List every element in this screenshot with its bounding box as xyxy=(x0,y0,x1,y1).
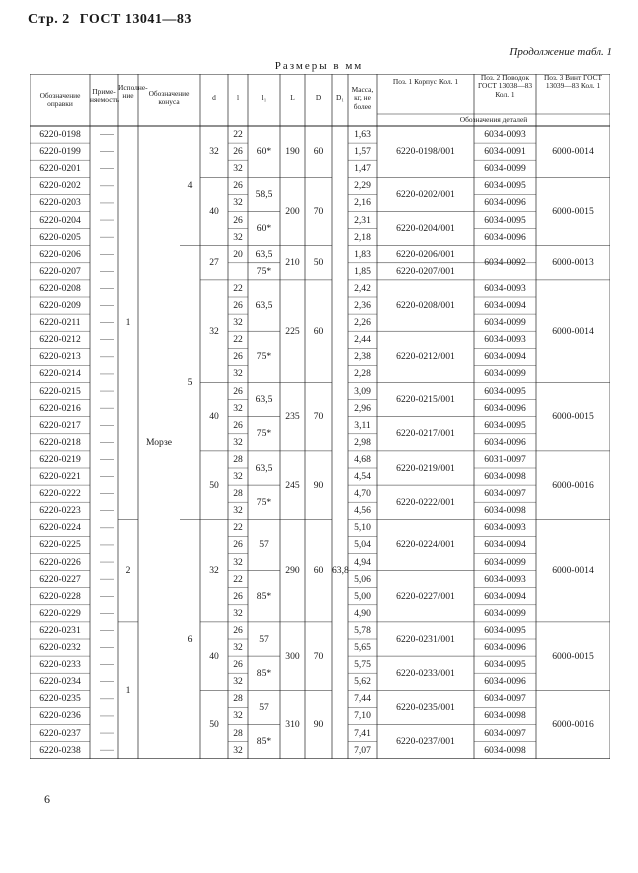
L-cell: 310 xyxy=(285,719,300,730)
pos2-cell: 6034-0095 xyxy=(484,214,526,226)
header-application: Приме-няемость xyxy=(90,87,120,105)
l-cell: 26 xyxy=(233,419,243,431)
cone-number-cell: 4 xyxy=(187,180,193,192)
header-D: D xyxy=(315,93,322,102)
pos1-cell: 6220-0204/001 xyxy=(396,223,455,235)
D-cell: 70 xyxy=(313,411,324,423)
designation-cell: 6220-0203 xyxy=(39,197,81,209)
designation-cell: 6220-0229 xyxy=(39,607,81,619)
pos3-cell: 6000-0014 xyxy=(552,146,594,158)
pos2-cell: 6034-0096 xyxy=(484,436,526,448)
designation-cell: 6220-0201 xyxy=(39,163,81,175)
pos2-cell: 6034-0098 xyxy=(484,505,526,517)
l-cell: 32 xyxy=(233,642,243,654)
mass-cell: 5,00 xyxy=(354,590,371,602)
pos2-cell: 6034-0098 xyxy=(484,710,526,722)
l1-cell: 57 xyxy=(259,701,269,713)
pos2-cell: 6034-0096 xyxy=(484,231,526,243)
designation-cell: 6220-0208 xyxy=(39,282,81,294)
pos2-cell: 6034-0094 xyxy=(484,300,526,312)
mass-cell: 7,41 xyxy=(354,727,371,739)
mass-cell: 2,36 xyxy=(354,300,371,312)
header-D1: D₁ xyxy=(336,93,344,102)
designation-cell: 6220-0231 xyxy=(39,624,81,636)
l1-cell: 75* xyxy=(256,428,272,440)
mass-cell: 2,96 xyxy=(354,402,371,414)
mass-cell: 5,65 xyxy=(354,642,371,654)
D-cell: 60 xyxy=(313,146,324,158)
header-execution: Исполне-ние xyxy=(118,83,148,101)
mass-cell: 1,57 xyxy=(354,146,371,158)
l-cell: 26 xyxy=(233,385,243,397)
continuation-label: Продолжение табл. 1 xyxy=(509,46,612,58)
pos3-cell: 6000-0015 xyxy=(552,411,594,423)
l-cell: 26 xyxy=(233,351,243,363)
designation-cell: 6220-0216 xyxy=(39,402,81,414)
header-pos3: Поз. 3 Винт ГОСТ 13039—83 Кол. 1 xyxy=(543,73,603,91)
d-cell: 32 xyxy=(209,146,219,158)
pos3-cell: 6000-0015 xyxy=(552,206,594,217)
mass-cell: 4,68 xyxy=(354,453,371,465)
l-cell: 26 xyxy=(233,214,243,226)
header-designation: Обозначение оправки xyxy=(39,91,81,109)
pos2-cell: 6034-0096 xyxy=(484,402,526,414)
pos2-cell: 6034-0093 xyxy=(484,573,526,585)
mass-cell: 5,06 xyxy=(354,573,371,585)
pos3-cell: 6000-0016 xyxy=(552,719,594,730)
designation-cell: 6220-0238 xyxy=(39,744,81,756)
pos3-cell: 6000-0016 xyxy=(552,479,594,491)
l1-cell: 60* xyxy=(256,223,272,235)
mass-cell: 2,29 xyxy=(354,180,371,192)
l-cell: 32 xyxy=(233,197,243,209)
mass-cell: 2,26 xyxy=(354,317,371,329)
L-cell: 300 xyxy=(285,650,300,662)
l-cell: 32 xyxy=(233,710,243,722)
designation-cell: 6220-0199 xyxy=(39,146,81,158)
D-cell: 90 xyxy=(313,719,324,730)
mass-cell: 2,31 xyxy=(354,214,371,226)
pos1-cell: 6220-0219/001 xyxy=(396,462,455,474)
designation-cell: 6220-0214 xyxy=(39,368,81,380)
header-pos2: Поз. 2 Поводок ГОСТ 13038—83 Кол. 1 xyxy=(477,73,533,99)
d-cell: 50 xyxy=(209,719,219,730)
d-cell: 40 xyxy=(209,650,219,662)
mass-cell: 7,07 xyxy=(354,744,371,756)
designation-cell: 6220-0205 xyxy=(39,231,81,243)
mass-cell: 4,54 xyxy=(354,471,371,483)
header-mass: Масса, кг, не более xyxy=(351,85,374,111)
l-cell: 26 xyxy=(233,624,243,636)
l-cell: 26 xyxy=(233,659,243,671)
pos3-cell: 6000-0013 xyxy=(552,257,594,269)
l-cell: 22 xyxy=(233,522,243,534)
l1-cell: 63,5 xyxy=(255,462,273,474)
l-cell: 32 xyxy=(233,556,243,568)
mass-cell: 5,78 xyxy=(354,624,371,636)
header-l1: l₁ xyxy=(261,93,267,102)
execution-cell: 1 xyxy=(125,317,131,329)
l-cell: 22 xyxy=(233,129,243,141)
designation-cell: 6220-0218 xyxy=(39,436,81,448)
D-cell: 70 xyxy=(313,206,324,217)
mass-cell: 5,75 xyxy=(354,659,371,671)
pos2-cell: 6034-0098 xyxy=(484,744,526,756)
pos2-cell: 6034-0098 xyxy=(484,471,526,483)
pos2-cell: 6034-0097 xyxy=(484,727,526,739)
L-cell: 200 xyxy=(285,206,300,217)
designation-cell: 6220-0215 xyxy=(39,385,81,397)
L-cell: 235 xyxy=(285,411,300,423)
designation-cell: 6220-0233 xyxy=(39,659,81,671)
l-cell: 26 xyxy=(233,180,243,192)
pos1-cell: 6220-0233/001 xyxy=(396,667,455,679)
l1-cell: 85* xyxy=(256,667,272,679)
pos2-cell: 6034-0091 xyxy=(484,146,526,158)
pos3-cell: 6000-0014 xyxy=(552,565,594,577)
dimensions-table xyxy=(30,74,610,774)
pos3-cell: 6000-0015 xyxy=(552,650,594,662)
mass-cell: 5,10 xyxy=(354,522,371,534)
pos1-cell: 6220-0237/001 xyxy=(396,736,455,748)
pos1-cell: 6220-0208/001 xyxy=(396,300,455,312)
l-cell: 20 xyxy=(233,248,243,260)
designation-cell: 6220-0226 xyxy=(39,556,81,568)
l-cell: 32 xyxy=(233,231,243,243)
mass-cell: 1,63 xyxy=(354,129,371,141)
l-cell: 22 xyxy=(233,282,243,294)
D1-cell: 63,8 xyxy=(332,565,349,577)
mass-cell: 5,62 xyxy=(354,676,371,688)
D-cell: 70 xyxy=(313,650,324,662)
l-cell: 22 xyxy=(233,573,243,585)
mass-cell: 3,11 xyxy=(354,419,371,431)
pos1-cell: 6220-0217/001 xyxy=(396,428,455,440)
l1-cell: 63,5 xyxy=(255,300,273,312)
pos2-cell: 6034-0092 xyxy=(484,257,526,269)
header-d: d xyxy=(212,93,216,102)
D-cell: 60 xyxy=(313,565,324,577)
designation-cell: 6220-0202 xyxy=(39,180,81,192)
header-l: l xyxy=(236,93,240,102)
designation-cell: 6220-0219 xyxy=(39,453,81,465)
mass-cell: 2,16 xyxy=(354,197,371,209)
l-cell: 32 xyxy=(233,317,243,329)
designation-cell: 6220-0225 xyxy=(39,539,81,551)
pos2-cell: 6034-0099 xyxy=(484,317,526,329)
l-cell: 32 xyxy=(233,505,243,517)
pos1-cell: 6220-0207/001 xyxy=(396,265,455,277)
pos1-cell: 6220-0212/001 xyxy=(396,351,455,363)
cone-number-cell: 6 xyxy=(187,633,193,645)
pos2-cell: 6034-0095 xyxy=(484,419,526,431)
l1-cell: 63,5 xyxy=(255,248,273,260)
header-pos1: Поз. 1 Корпус Кол. 1 xyxy=(392,77,459,86)
l-cell: 32 xyxy=(233,402,243,414)
pos2-cell: 6034-0095 xyxy=(484,385,526,397)
pos2-cell: 6034-0097 xyxy=(484,488,526,500)
pos2-cell: 6031-0097 xyxy=(484,453,526,465)
designation-cell: 6220-0237 xyxy=(39,727,81,739)
pos2-cell: 6034-0094 xyxy=(484,590,526,602)
pos2-cell: 6034-0096 xyxy=(484,676,526,688)
pos2-cell: 6034-0097 xyxy=(484,693,526,705)
pos1-cell: 6220-0206/001 xyxy=(396,248,455,260)
l-cell: 28 xyxy=(233,727,243,739)
pos1-cell: 6220-0235/001 xyxy=(396,701,455,713)
l-cell: 32 xyxy=(233,436,243,448)
dimensions-caption: Размеры в мм xyxy=(274,60,364,72)
page-header xyxy=(28,12,198,28)
l-cell: 28 xyxy=(233,488,243,500)
l-cell: 32 xyxy=(233,471,243,483)
mass-cell: 2,18 xyxy=(354,231,371,243)
pos2-cell: 6034-0094 xyxy=(484,351,526,363)
L-cell: 210 xyxy=(285,257,300,269)
d-cell: 40 xyxy=(209,206,219,217)
l-cell: 26 xyxy=(233,300,243,312)
pos2-cell: 6034-0099 xyxy=(484,556,526,568)
pos1-cell: 6220-0224/001 xyxy=(396,539,455,551)
d-cell: 32 xyxy=(209,565,219,577)
standard-label: ГОСТ 13041—83 xyxy=(79,12,192,27)
l1-cell: 75* xyxy=(256,265,272,277)
designation-cell: 6220-0212 xyxy=(39,334,81,346)
designation-cell: 6220-0236 xyxy=(39,710,81,722)
pos1-cell: 6220-0202/001 xyxy=(396,188,455,200)
designation-cell: 6220-0222 xyxy=(39,488,81,500)
pos2-cell: 6034-0093 xyxy=(484,282,526,294)
mass-cell: 1,85 xyxy=(354,265,371,277)
l1-cell: 85* xyxy=(256,590,272,602)
designation-cell: 6220-0211 xyxy=(39,317,81,329)
mass-cell: 2,44 xyxy=(354,334,371,346)
pos1-cell: 6220-0215/001 xyxy=(396,394,455,406)
cone-name-cell: Морзе xyxy=(145,436,173,448)
pos2-cell: 6034-0096 xyxy=(484,197,526,209)
l1-cell: 85* xyxy=(256,736,272,748)
mass-cell: 2,28 xyxy=(354,368,371,380)
L-cell: 190 xyxy=(285,146,300,158)
pos1-cell: 6220-0227/001 xyxy=(396,590,455,602)
mass-cell: 7,44 xyxy=(354,693,371,705)
d-cell: 40 xyxy=(209,411,219,423)
l-cell: 28 xyxy=(233,693,243,705)
designation-cell: 6220-0209 xyxy=(39,300,81,312)
l-cell: 28 xyxy=(233,453,243,465)
l-cell: 32 xyxy=(233,368,243,380)
L-cell: 225 xyxy=(285,325,300,337)
l-cell: 32 xyxy=(233,607,243,619)
designation-cell: 6220-0213 xyxy=(39,351,81,363)
d-cell: 32 xyxy=(209,325,219,337)
designation-cell: 6220-0217 xyxy=(39,419,81,431)
execution-cell: 1 xyxy=(125,684,131,696)
l-cell: 26 xyxy=(233,590,243,602)
l-cell: 32 xyxy=(233,744,243,756)
pos2-cell: 6034-0095 xyxy=(484,180,526,192)
mass-cell: 7,10 xyxy=(354,710,371,722)
page-label: Стр. 2 xyxy=(28,12,70,27)
designation-cell: 6220-0221 xyxy=(39,471,81,483)
l-cell: 32 xyxy=(233,163,243,175)
D-cell: 60 xyxy=(313,325,324,337)
l-cell: 22 xyxy=(233,334,243,346)
header-L: L xyxy=(290,93,295,102)
pos1-cell: 6220-0222/001 xyxy=(396,496,455,508)
D-cell: 50 xyxy=(313,257,324,269)
pos2-cell: 6034-0095 xyxy=(484,659,526,671)
pos1-cell: 6220-0198/001 xyxy=(396,146,455,158)
designation-cell: 6220-0198 xyxy=(39,129,81,141)
pos2-cell: 6034-0093 xyxy=(484,129,526,141)
designation-cell: 6220-0235 xyxy=(39,693,81,705)
d-cell: 27 xyxy=(209,257,219,269)
mass-cell: 3,09 xyxy=(354,385,371,397)
designation-cell: 6220-0228 xyxy=(39,590,81,602)
D-cell: 90 xyxy=(313,479,324,491)
pos3-cell: 6000-0014 xyxy=(552,325,594,337)
l1-cell: 58,5 xyxy=(255,188,273,200)
pos1-cell: 6220-0231/001 xyxy=(396,633,455,645)
l1-cell: 57 xyxy=(259,633,269,645)
designation-cell: 6220-0234 xyxy=(39,676,81,688)
mass-cell: 4,94 xyxy=(354,556,371,568)
pos2-cell: 6034-0093 xyxy=(484,522,526,534)
l-cell: 26 xyxy=(233,146,243,158)
header-parts: Обозначения деталей xyxy=(459,115,528,124)
designation-cell: 6220-0207 xyxy=(39,265,81,277)
l1-cell: 75* xyxy=(256,496,272,508)
mass-cell: 2,98 xyxy=(354,436,371,448)
pos2-cell: 6034-0093 xyxy=(484,334,526,346)
l1-cell: 60* xyxy=(256,146,272,158)
designation-cell: 6220-0232 xyxy=(39,642,81,654)
mass-cell: 5,04 xyxy=(354,539,371,551)
L-cell: 245 xyxy=(285,479,300,491)
pos2-cell: 6034-0095 xyxy=(484,624,526,636)
designation-cell: 6220-0204 xyxy=(39,214,81,226)
mass-cell: 4,56 xyxy=(354,505,371,517)
pos2-cell: 6034-0099 xyxy=(484,607,526,619)
mass-cell: 1,83 xyxy=(354,248,371,260)
header-cone: Обозначение конуса xyxy=(148,89,190,107)
page-number: 6 xyxy=(44,792,50,806)
pos2-cell: 6034-0099 xyxy=(484,368,526,380)
mass-cell: 2,42 xyxy=(354,282,371,294)
pos2-cell: 6034-0096 xyxy=(484,642,526,654)
mass-cell: 1,47 xyxy=(354,163,371,175)
mass-cell: 4,90 xyxy=(354,607,371,619)
designation-cell: 6220-0224 xyxy=(39,522,81,534)
d-cell: 50 xyxy=(209,479,219,491)
l1-cell: 75* xyxy=(256,351,272,363)
execution-cell: 2 xyxy=(125,565,131,577)
l1-cell: 57 xyxy=(259,539,269,551)
designation-cell: 6220-0227 xyxy=(39,573,81,585)
mass-cell: 4,70 xyxy=(354,488,371,500)
l1-cell: 63,5 xyxy=(255,394,273,406)
l-cell: 32 xyxy=(233,676,243,688)
l-cell: 26 xyxy=(233,539,243,551)
pos2-cell: 6034-0099 xyxy=(484,163,526,175)
L-cell: 290 xyxy=(285,565,300,577)
cone-number-cell: 5 xyxy=(187,377,193,388)
mass-cell: 2,38 xyxy=(354,351,371,363)
designation-cell: 6220-0223 xyxy=(39,505,81,517)
pos2-cell: 6034-0094 xyxy=(484,539,526,551)
designation-cell: 6220-0206 xyxy=(39,248,81,260)
